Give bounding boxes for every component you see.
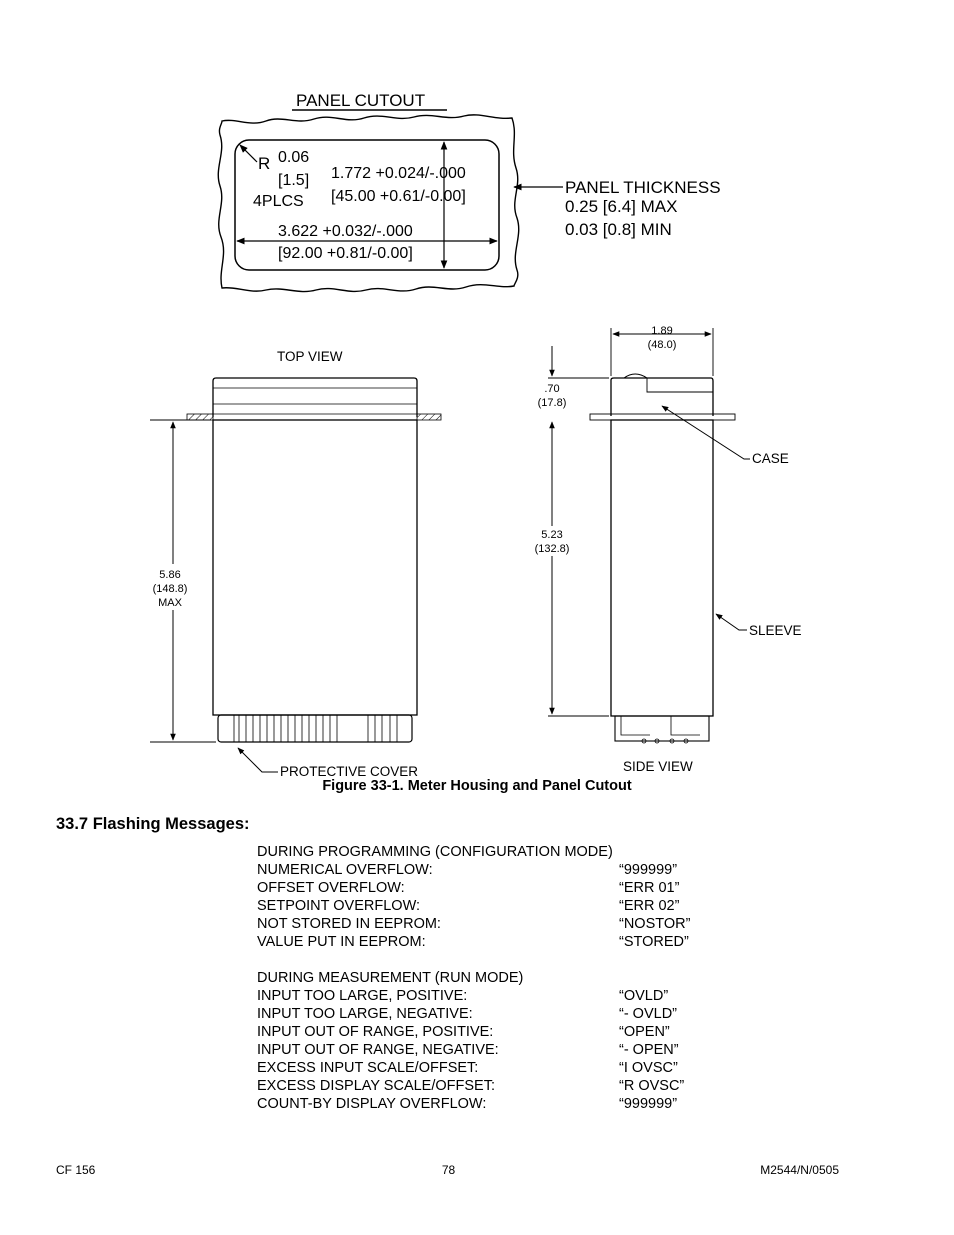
message-value: “OPEN” <box>619 1024 670 1040</box>
message-row <box>257 1095 717 1113</box>
thickness-min: 0.03 [0.8] MIN <box>565 220 672 239</box>
radius-inches: 0.06 <box>278 149 310 166</box>
message-row <box>257 1041 717 1059</box>
message-value: “R OVSC” <box>619 1078 685 1094</box>
message-row <box>257 1005 717 1023</box>
group-heading <box>257 969 717 987</box>
message-label: INPUT TOO LARGE, NEGATIVE: <box>257 1006 473 1022</box>
side-bezel-tab <box>624 374 713 392</box>
side-connector <box>615 716 709 741</box>
message-value: “999999” <box>619 1096 678 1112</box>
message-row <box>257 1077 717 1095</box>
thickness-max: 0.25 [6.4] MAX <box>565 197 678 216</box>
message-value: “STORED” <box>619 934 689 950</box>
panel-hatch-right <box>417 414 441 420</box>
message-row <box>257 1023 717 1041</box>
message-label: VALUE PUT IN EEPROM: <box>257 934 426 950</box>
top-view-drawing <box>150 349 441 779</box>
group-heading-text: DURING PROGRAMMING (CONFIGURATION MODE) <box>257 844 613 860</box>
footer-document-code: CF 156 <box>56 1163 96 1177</box>
message-label: SETPOINT OVERFLOW: <box>257 898 421 914</box>
width-mm: [92.00 +0.81/-0.00] <box>278 245 413 262</box>
panel-cutout-drawing <box>218 91 720 292</box>
message-label: INPUT OUT OF RANGE, POSITIVE: <box>257 1024 494 1040</box>
side-view-drawing <box>530 325 802 774</box>
radius-count: 4PLCS <box>253 193 304 210</box>
message-row <box>257 1059 717 1077</box>
message-value: “OVLD” <box>619 988 669 1004</box>
side-view-bezel <box>611 378 713 416</box>
depth-inches: 5.23 <box>541 529 563 541</box>
height-mm: [45.00 +0.61/-0.00] <box>331 188 466 205</box>
message-label: EXCESS INPUT SCALE/OFFSET: <box>257 1060 479 1076</box>
top-length-inches: 5.86 <box>159 569 181 581</box>
message-row <box>257 861 717 879</box>
side-view-sleeve <box>611 420 713 716</box>
cover-leader <box>238 748 278 772</box>
figure-caption: Figure 33-1. Meter Housing and Panel Cutout <box>322 778 632 794</box>
message-label: NUMERICAL OVERFLOW: <box>257 862 433 878</box>
connector-pins <box>234 715 397 742</box>
message-row <box>257 897 717 915</box>
message-value: “NOSTOR” <box>619 916 691 932</box>
sleeve-label: SLEEVE <box>749 623 802 638</box>
width-inches: 3.622 +0.032/-.000 <box>278 223 413 240</box>
message-value: “- OPEN” <box>619 1042 679 1058</box>
message-label: EXCESS DISPLAY SCALE/OFFSET: <box>257 1078 495 1094</box>
group-heading-text: DURING MEASUREMENT (RUN MODE) <box>257 970 524 986</box>
cutout-title: PANEL CUTOUT <box>296 91 426 110</box>
flashing-messages-list <box>257 843 717 1113</box>
message-label: INPUT OUT OF RANGE, NEGATIVE: <box>257 1042 499 1058</box>
side-view-title: SIDE VIEW <box>623 759 693 774</box>
top-view-bezel <box>213 378 417 417</box>
message-value: “- OVLD” <box>619 1006 677 1022</box>
bezel-inches: .70 <box>544 383 560 395</box>
top-view-case <box>213 420 417 715</box>
message-label: NOT STORED IN EEPROM: <box>257 916 441 932</box>
depth-mm: (132.8) <box>534 543 570 555</box>
radius-r: R <box>258 154 271 173</box>
side-width-mm: (48.0) <box>647 339 677 351</box>
radius-mm: [1.5] <box>278 172 310 189</box>
height-inches: 1.772 +0.024/-.000 <box>331 165 466 182</box>
footer-revision: M2544/N/0505 <box>760 1163 839 1177</box>
message-value: “999999” <box>619 862 678 878</box>
panel-hatch-left <box>187 414 213 420</box>
top-length-mm: (148.8) <box>152 583 188 595</box>
section-title: 33.7 Flashing Messages: <box>56 815 250 833</box>
thickness-title: PANEL THICKNESS <box>565 178 721 197</box>
message-label: INPUT TOO LARGE, POSITIVE: <box>257 988 468 1004</box>
message-label: COUNT-BY DISPLAY OVERFLOW: <box>257 1096 487 1112</box>
bezel-mm: (17.8) <box>537 397 567 409</box>
protective-cover-label: PROTECTIVE COVER <box>280 764 419 779</box>
message-row <box>257 915 717 933</box>
top-view-title: TOP VIEW <box>277 349 343 364</box>
side-width-inches: 1.89 <box>651 325 673 337</box>
side-connector-detail <box>621 716 700 735</box>
message-label: OFFSET OVERFLOW: <box>257 880 405 896</box>
footer-page-number: 78 <box>441 1163 456 1177</box>
sleeve-leader <box>716 614 747 630</box>
message-row <box>257 933 717 951</box>
radius-arrow <box>240 145 257 162</box>
message-value: “I OVSC” <box>619 1060 678 1076</box>
group-spacer <box>257 951 717 969</box>
case-label: CASE <box>752 451 789 466</box>
top-length-note: MAX <box>158 597 182 609</box>
message-value: “ERR 02” <box>619 898 680 914</box>
message-row <box>257 987 717 1005</box>
message-value: “ERR 01” <box>619 880 680 896</box>
protective-cover <box>218 715 412 742</box>
message-row <box>257 879 717 897</box>
group-heading <box>257 843 717 861</box>
